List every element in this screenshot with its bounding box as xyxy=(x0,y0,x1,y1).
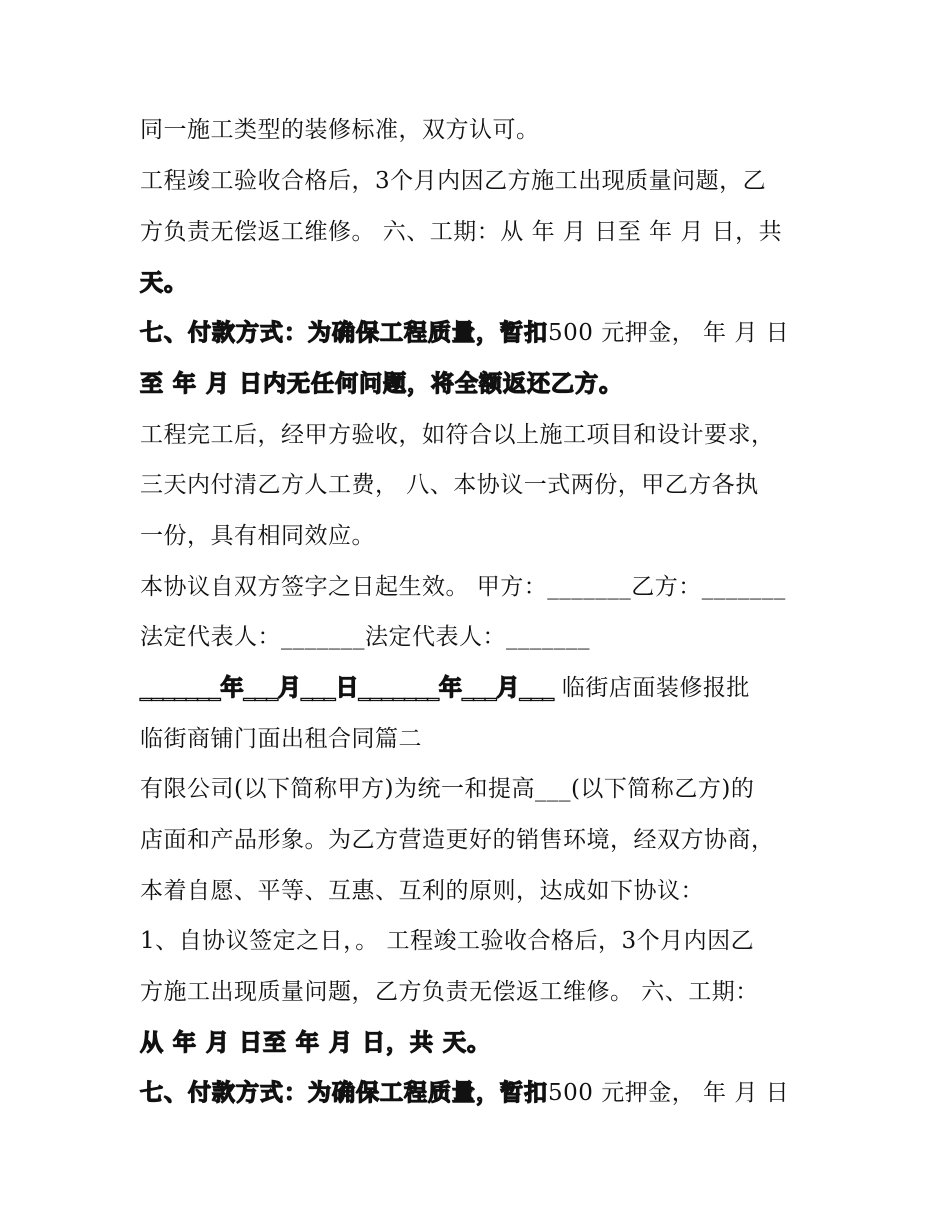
signature-parties-line: 本协议自双方签字之日起生效。 甲方：_______乙方：_______ xyxy=(140,574,786,600)
text-line-16: 店面和产品形象。为乙方营造更好的销售环境，经双方协商， xyxy=(140,827,775,853)
text-line-4: 天。 xyxy=(140,270,188,296)
text-line-7: 工程完工后，经甲方验收，如符合以上施工项目和设计要求， xyxy=(140,422,775,448)
date-line xyxy=(140,673,830,703)
text-line-17: 本着自愿、平等、互惠、互利的原则，达成如下协议： xyxy=(140,878,704,904)
text-line-8: 三天内付清乙方人工费， 八、本协议一式两份，甲乙方各执 xyxy=(140,472,759,498)
legal-representative-line: 法定代表人：_______法定代表人：_______ xyxy=(140,624,590,650)
text-line-2-content: 工程竣工验收合格后，3个月内因乙方施工出现质量问题，乙 xyxy=(140,168,767,194)
deposit-amount-text-2: 500 元押金， 年 月 日 xyxy=(548,1080,790,1106)
text-line-2 xyxy=(140,166,804,196)
date-blanks: _______年___月___日_______年___月___ xyxy=(140,675,554,701)
text-line-18: 1、自协议签定之日，。 工程竣工验收合格后，3个月内因乙 xyxy=(140,928,755,954)
text-line-5 xyxy=(140,318,830,348)
text-line-21 xyxy=(140,1078,830,1108)
section-title: 临街商铺门面出租合同篇二 xyxy=(140,726,422,752)
text-line-6: 至 年 月 日内无任何问题，将全额返还乙方。 xyxy=(140,371,624,397)
document-subtitle: 临街店面装修报批 xyxy=(561,675,750,701)
text-line-9: 一份，具有相同效应。 xyxy=(140,523,375,549)
payment-terms-label-2: 七、付款方式：为确保工程质量，暂扣 xyxy=(140,1080,548,1106)
payment-terms-label: 七、付款方式：为确保工程质量，暂扣 xyxy=(140,320,548,346)
text-line-20: 从 年 月 日至 年 月 日，共 天。 xyxy=(140,1030,492,1056)
text-line-1: 同一施工类型的装修标准，双方认可。 xyxy=(140,117,540,143)
text-line-15: 有限公司(以下简称甲方)为统一和提高___(以下简称乙方)的 xyxy=(140,776,755,802)
text-line-19: 方施工出现质量问题，乙方负责无偿返工维修。 六、工期： xyxy=(140,979,759,1005)
deposit-amount-text: 500 元押金， 年 月 日 xyxy=(548,320,790,346)
text-line-3: 方负责无偿返工维修。 六、工期：从 年 月 日至 年 月 日，共 xyxy=(140,219,783,245)
